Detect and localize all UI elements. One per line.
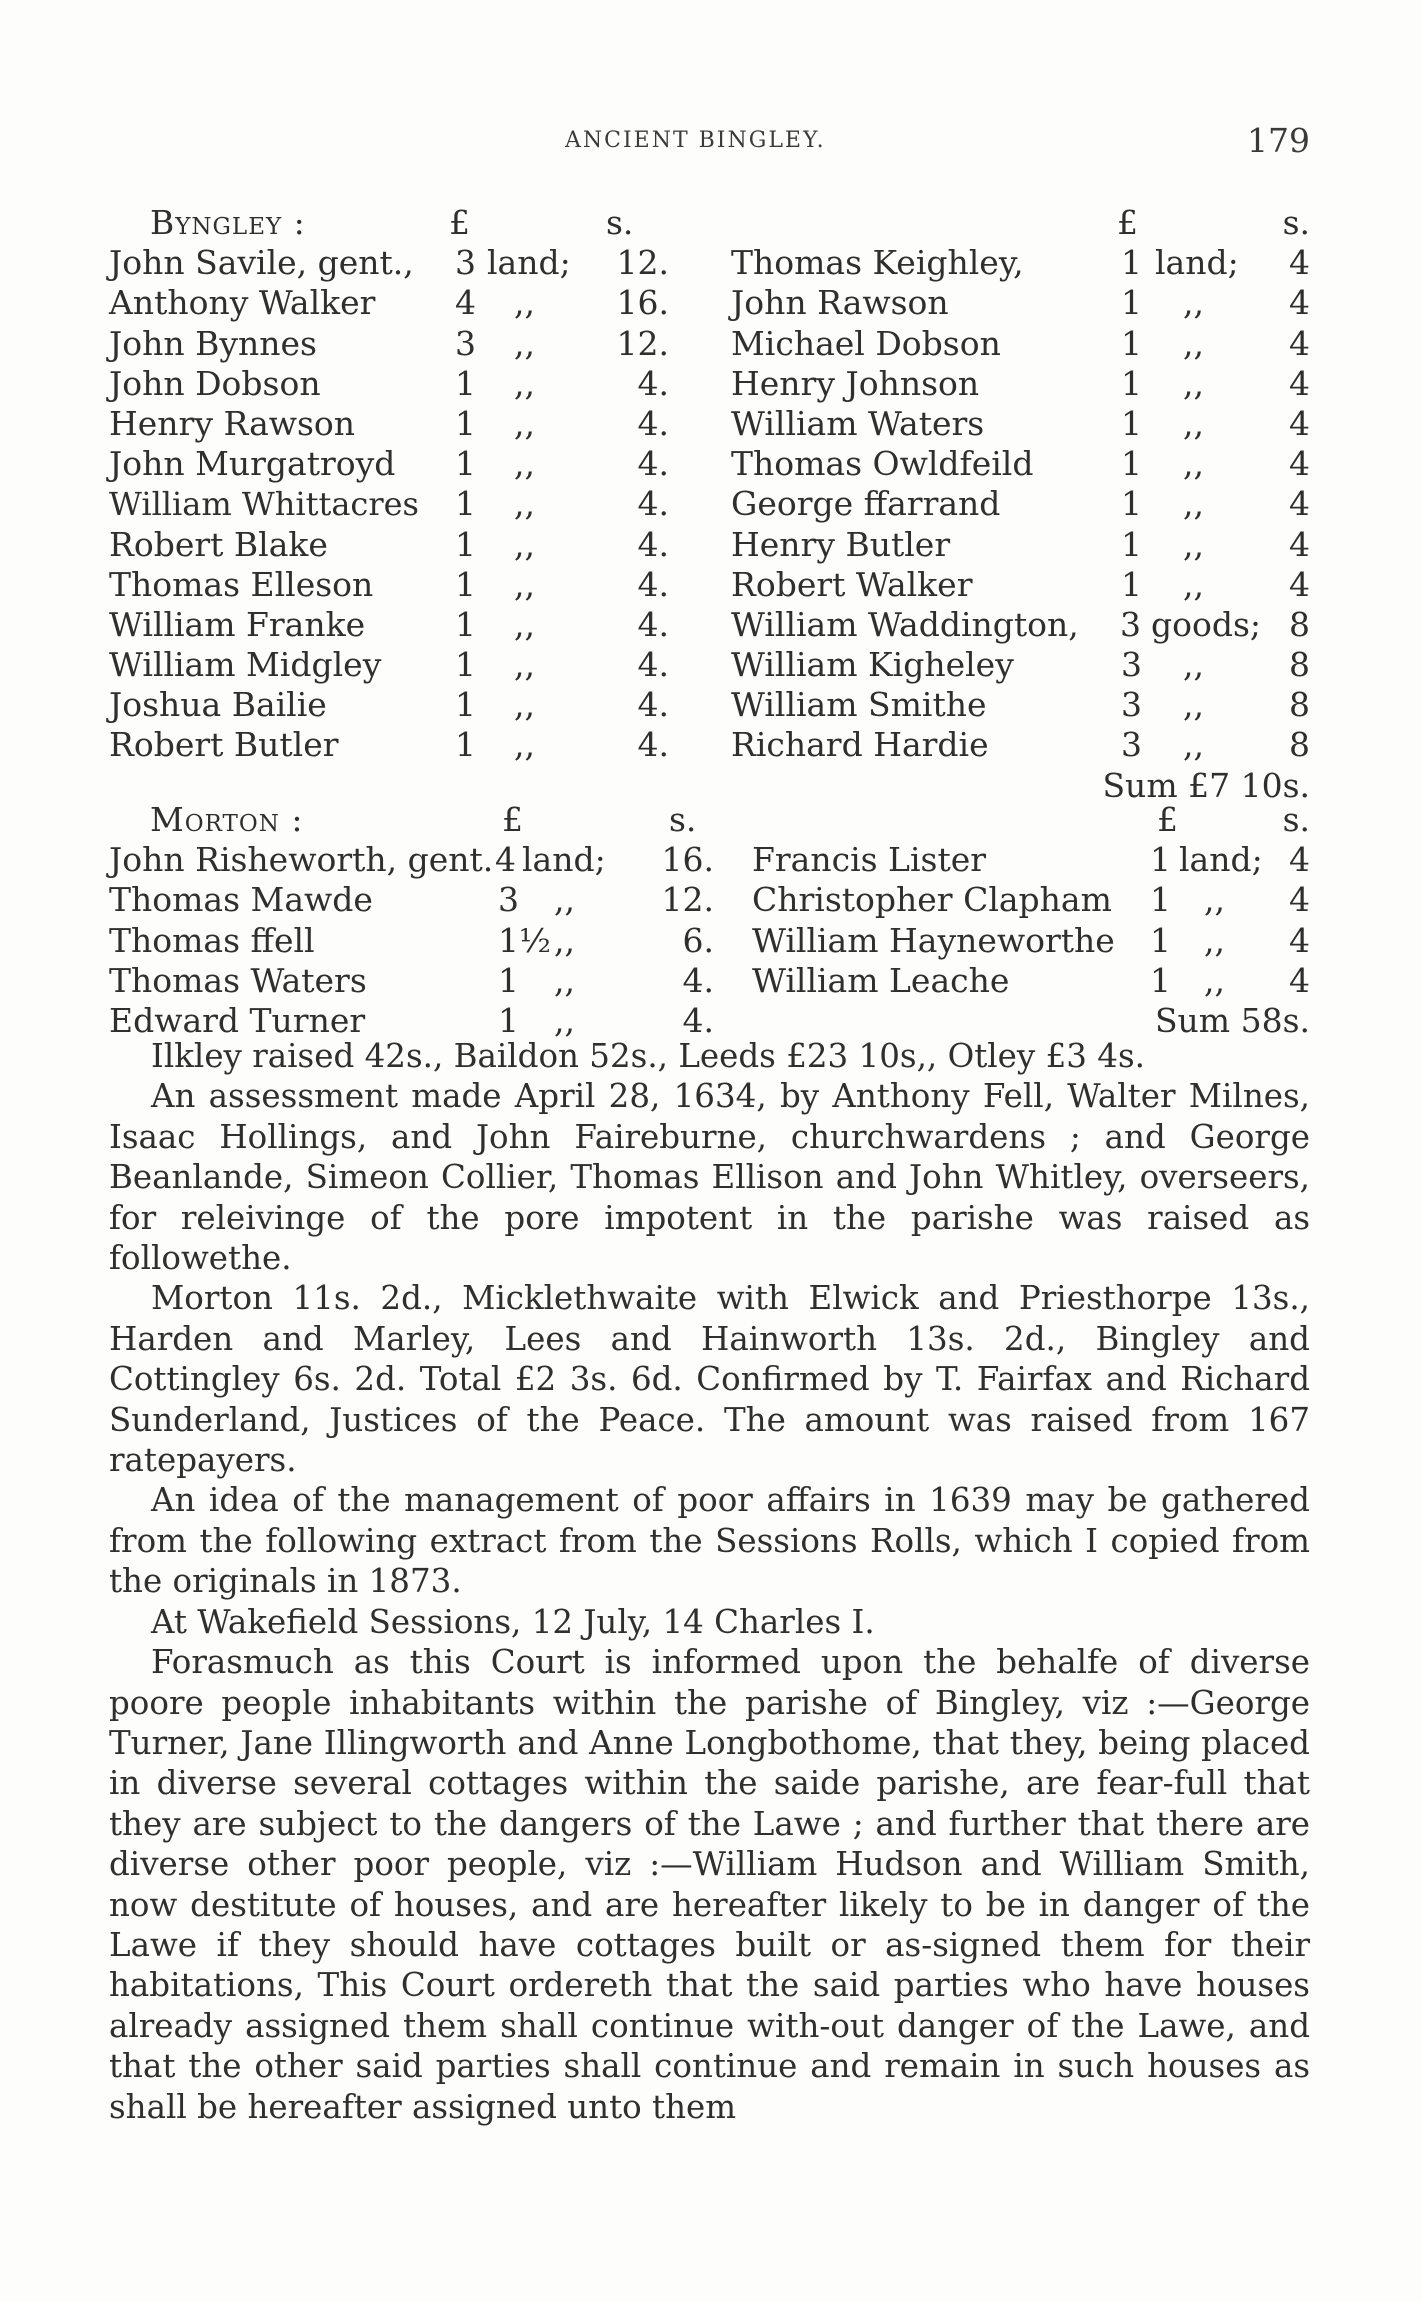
shillings-cell: 8	[1289, 725, 1310, 765]
name-cell: William Franke	[109, 604, 366, 644]
table-row	[109, 283, 669, 323]
pounds-cell: 1	[1150, 840, 1171, 880]
pounds-header: £	[449, 203, 470, 242]
name-cell: Francis Lister	[752, 840, 987, 880]
morton-heading-row	[109, 800, 714, 840]
table-row	[109, 685, 669, 725]
name-cell: George ffarrand	[731, 484, 1001, 524]
pounds-cell: 1	[1121, 323, 1142, 363]
shillings-cell: 8	[1289, 685, 1310, 725]
pounds-cell: 1	[1150, 920, 1171, 960]
type-cell: ,,	[554, 1000, 575, 1040]
table-row	[109, 525, 669, 565]
type-cell: ,,	[1183, 645, 1204, 685]
paragraph: Forasmuch as this Court is informed upon the behalfe of diverse poore people inhabitants within the parishe of Bingley, viz :—George Turner, Jane Illingworth and Anne Longbothome, that they, being placed in diverse several cottages within the saide parishe, are fear-full that they are subject to the dangers of the Lawe ; and further that there are diverse other poor people, viz :—William Hudson and William Smith, now destitute of houses, and are hereafter likely to be in danger of the Lawe if they should have cottages built or as-signed them for their habitations, This Court ordereth that the said parties who have houses already assigned them shall continue with-out danger of the Lawe, and that the other said parties shall continue and remain in such houses as shall be hereafter assigned unto them	[109, 1643, 1310, 2126]
name-cell: John Dobson	[109, 363, 321, 403]
pounds-cell: 1	[498, 1000, 519, 1040]
table-row	[752, 880, 1310, 920]
type-cell: ,,	[1183, 685, 1204, 725]
type-cell: land;	[1179, 840, 1263, 880]
shillings-header: s.	[669, 800, 697, 839]
name-cell: Robert Butler	[109, 725, 339, 765]
shillings-cell: 4	[1289, 880, 1310, 920]
pounds-cell: 1	[1150, 880, 1171, 920]
type-cell: ,,	[1183, 363, 1204, 403]
pounds-cell: 4	[455, 283, 476, 323]
table-row	[731, 725, 1310, 765]
name-cell: John Bynnes	[109, 323, 317, 363]
type-cell: ,,	[514, 645, 535, 685]
table-row	[109, 484, 669, 524]
shillings-cell: 12.	[616, 243, 669, 283]
type-cell: ,,	[514, 685, 535, 725]
pounds-header: £	[1157, 800, 1178, 839]
pounds-cell: 1	[1121, 283, 1142, 323]
pounds-cell: 1	[1121, 444, 1142, 484]
table-row	[752, 840, 1310, 880]
pounds-header: £	[1117, 203, 1138, 242]
table-row	[731, 525, 1310, 565]
table-row	[752, 921, 1310, 961]
table-row	[731, 404, 1310, 444]
pounds-cell: 1	[1121, 403, 1142, 443]
pounds-cell: 1	[455, 363, 476, 403]
table-row	[109, 404, 669, 444]
shillings-cell: 4.	[637, 685, 669, 725]
table-row	[109, 605, 669, 645]
shillings-cell: 12.	[616, 323, 669, 363]
type-cell: ,,	[514, 403, 535, 443]
shillings-cell: 4	[1289, 323, 1310, 363]
name-cell: John Murgatroyd	[109, 444, 396, 484]
shillings-cell: 4.	[637, 403, 669, 443]
table-row	[109, 921, 714, 961]
pounds-cell: 3	[498, 880, 519, 920]
paragraph: At Wakefield Sessions, 12 July, 14 Charles I.	[151, 1602, 875, 1641]
table-row	[731, 645, 1310, 685]
shillings-cell: 4	[1289, 363, 1310, 403]
type-cell: ,,	[514, 323, 535, 363]
pounds-cell: 3	[455, 323, 476, 363]
shillings-cell: 6.	[682, 920, 714, 960]
table-row	[731, 565, 1310, 605]
pounds-cell: 1	[498, 960, 519, 1000]
table-row	[109, 725, 669, 765]
paragraph: An idea of the management of poor affairs in 1639 may be gathered from the following extract from the Sessions Rolls, which I copied from the originals in 1873.	[109, 1481, 1310, 1601]
morton-heading: Morton :	[150, 800, 304, 839]
type-cell: ,,	[514, 524, 535, 564]
type-cell: ,,	[1183, 725, 1204, 765]
name-cell: William Waddington,	[731, 604, 1079, 644]
shillings-cell: 4.	[637, 564, 669, 604]
table-row	[109, 565, 669, 605]
table-row	[109, 880, 714, 920]
name-cell: John Rawson	[731, 283, 949, 323]
morton-right-heading-row	[752, 800, 1310, 840]
shillings-cell: 4	[1289, 283, 1310, 323]
shillings-cell: 4.	[637, 363, 669, 403]
name-cell: Henry Butler	[731, 524, 951, 564]
type-cell: ,,	[1204, 920, 1225, 960]
pounds-cell: 3	[1121, 725, 1142, 765]
name-cell: William Whittacres	[109, 485, 419, 524]
type-cell: ,,	[514, 725, 535, 765]
name-cell: William Kigheley	[731, 645, 1014, 685]
pounds-cell: 1	[455, 604, 476, 644]
type-cell: ,,	[514, 283, 535, 323]
shillings-cell: 4.	[637, 484, 669, 524]
pounds-cell: 3	[1121, 685, 1142, 725]
paragraph: An assessment made April 28, 1634, by Anthony Fell, Walter Milnes, Isaac Hollings, and John Faireburne, churchwardens ; and George Beanlande, Simeon Collier, Thomas Ellison and John Whitley, overseers, for releivinge of the pore impotent in the parishe was raised as followethe.	[109, 1077, 1310, 1278]
name-cell: Richard Hardie	[731, 725, 989, 765]
shillings-header: s.	[606, 203, 634, 242]
name-cell: Henry Rawson	[109, 403, 356, 443]
shillings-cell: 16.	[661, 840, 714, 880]
morton-sum: Sum 58s.	[1154, 1000, 1310, 1040]
shillings-cell: 4	[1289, 564, 1310, 604]
type-cell: ,,	[514, 564, 535, 604]
pounds-cell: 1	[1121, 363, 1142, 403]
shillings-cell: 4.	[637, 725, 669, 765]
shillings-cell: 4	[1289, 524, 1310, 564]
pounds-cell: 3	[455, 243, 476, 283]
shillings-cell: 4	[1289, 243, 1310, 283]
shillings-cell: 4.	[682, 960, 714, 1000]
name-cell: Anthony Walker	[109, 283, 376, 323]
name-cell: Robert Walker	[731, 564, 973, 604]
table-row	[731, 444, 1310, 484]
type-cell: ,,	[1204, 880, 1225, 920]
table-row	[731, 605, 1310, 645]
table-row	[731, 283, 1310, 323]
type-cell: ,,	[554, 960, 575, 1000]
running-header: ANCIENT BINGLEY.	[565, 128, 826, 153]
name-cell: Thomas Keighley,	[731, 243, 1024, 283]
pounds-cell: 3	[1121, 645, 1142, 685]
type-cell: land;	[1155, 243, 1239, 283]
shillings-cell: 4.	[637, 604, 669, 644]
shillings-cell: 4	[1289, 484, 1310, 524]
shillings-cell: 4	[1289, 840, 1310, 880]
pounds-header: £	[502, 800, 523, 839]
name-cell: John Savile, gent.,	[109, 243, 414, 283]
type-cell: ,,	[1183, 283, 1204, 323]
pounds-cell: 1	[455, 564, 476, 604]
pounds-cell: 1	[455, 685, 476, 725]
table-row	[109, 243, 669, 283]
shillings-cell: 4.	[637, 645, 669, 685]
paragraph: Morton 11s. 2d., Micklethwaite with Elwick and Priesthorpe 13s., Harden and Marley, Lees and Hainworth 13s. 2d., Bingley and Cottingley 6s. 2d. Total £2 3s. 6d. Confirmed by T. Fairfax and Richard Sunderland, Justices of the Peace. The amount was raised from 167 ratepayers.	[109, 1279, 1310, 1480]
shillings-cell: 16.	[616, 283, 669, 323]
table-row	[731, 685, 1310, 725]
type-cell: ,,	[1183, 484, 1204, 524]
table-row	[109, 444, 669, 484]
type-cell: ,,	[1204, 960, 1225, 1000]
type-cell: ,,	[1183, 444, 1204, 484]
bingley-sum: Sum £7 10s.	[1102, 765, 1310, 805]
table-row	[731, 243, 1310, 283]
pounds-cell: 1	[1121, 484, 1142, 524]
table-row	[109, 645, 669, 685]
pounds-cell: 1½	[498, 920, 551, 960]
type-cell: ,,	[514, 444, 535, 484]
table-row	[752, 961, 1310, 1001]
table-row	[731, 324, 1310, 364]
pounds-cell: 1	[1121, 564, 1142, 604]
pounds-cell: 3	[1120, 604, 1141, 644]
pounds-cell: 1	[455, 444, 476, 484]
table-row	[109, 840, 714, 880]
name-cell: Thomas ffell	[109, 920, 315, 960]
type-cell: ,,	[514, 363, 535, 403]
paragraph: Ilkley raised 42s., Baildon 52s., Leeds £23 10s,, Otley £3 4s.	[151, 1037, 1145, 1075]
name-cell: Thomas Waters	[109, 960, 367, 1000]
name-cell: Robert Blake	[109, 524, 328, 564]
table-row	[109, 961, 714, 1001]
bingley-heading-row	[109, 203, 669, 243]
pounds-cell: 1	[455, 403, 476, 443]
name-cell: Thomas Mawde	[109, 880, 373, 920]
type-cell: ,,	[514, 484, 535, 524]
type-cell: ,,	[554, 880, 575, 920]
table-row	[731, 484, 1310, 524]
shillings-cell: 4.	[682, 1000, 714, 1040]
shillings-header: s.	[1282, 203, 1310, 242]
type-cell: goods;	[1151, 604, 1262, 644]
name-cell: Thomas Owldfeild	[731, 444, 1034, 484]
name-cell: William Waters	[731, 403, 985, 443]
table-row	[731, 364, 1310, 404]
name-cell: Edward Turner	[109, 1000, 366, 1040]
name-cell: Michael Dobson	[731, 323, 1001, 363]
shillings-cell: 4.	[637, 444, 669, 484]
name-cell: William Smithe	[731, 685, 987, 725]
shillings-cell: 4.	[637, 524, 669, 564]
pounds-cell: 1	[1121, 524, 1142, 564]
bingley-heading: Byngley :	[150, 203, 306, 242]
pounds-cell: 4	[495, 840, 516, 880]
bingley-right-heading-row	[731, 203, 1310, 243]
pounds-cell: 1	[455, 725, 476, 765]
shillings-cell: 4	[1289, 403, 1310, 443]
shillings-cell: 8	[1289, 645, 1310, 685]
page-number: 179	[1247, 121, 1310, 160]
shillings-cell: 4	[1289, 920, 1310, 960]
name-cell: Henry Johnson	[731, 363, 980, 403]
pounds-cell: 1	[455, 524, 476, 564]
type-cell: ,,	[1183, 323, 1204, 363]
pounds-cell: 1	[1150, 960, 1171, 1000]
morton-left-table	[109, 800, 714, 1041]
shillings-header: s.	[1282, 800, 1310, 839]
name-cell: Christopher Clapham	[752, 880, 1112, 920]
shillings-cell: 4	[1289, 444, 1310, 484]
table-row	[109, 324, 669, 364]
type-cell: ,,	[554, 920, 575, 960]
morton-right-table	[752, 800, 1310, 1041]
name-cell: William Hayneworthe	[752, 920, 1115, 960]
name-cell: Joshua Bailie	[109, 685, 327, 725]
shillings-cell: 8	[1289, 604, 1310, 644]
name-cell: Thomas Elleson	[109, 564, 374, 604]
type-cell: ,,	[514, 604, 535, 644]
bingley-left-table	[109, 203, 669, 766]
type-cell: land;	[522, 840, 606, 880]
shillings-cell: 12.	[661, 880, 714, 920]
name-cell: William Midgley	[109, 645, 382, 685]
body-text	[109, 1036, 1310, 2127]
shillings-cell: 4	[1289, 960, 1310, 1000]
name-cell: William Leache	[752, 960, 1010, 1000]
pounds-cell: 1	[455, 484, 476, 524]
pounds-cell: 1	[455, 645, 476, 685]
type-cell: ,,	[1183, 403, 1204, 443]
bingley-right-table	[731, 203, 1310, 806]
type-cell: ,,	[1183, 524, 1204, 564]
type-cell: ,,	[1183, 564, 1204, 604]
table-row	[109, 364, 669, 404]
type-cell: land;	[487, 243, 571, 283]
name-cell: John Risheworth, gent.	[109, 840, 494, 880]
pounds-cell: 1	[1121, 243, 1142, 283]
